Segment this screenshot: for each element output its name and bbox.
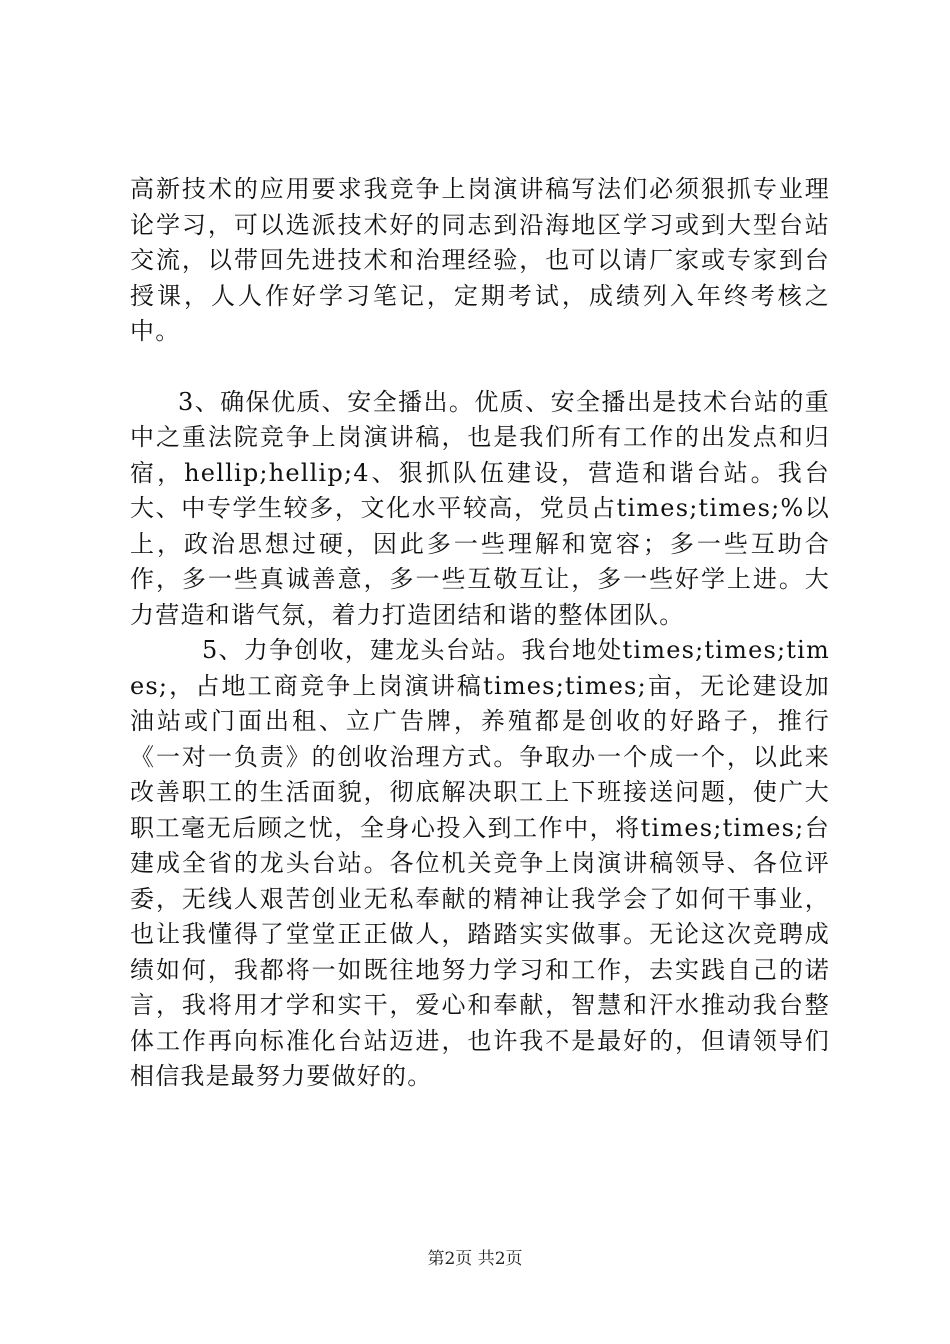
paragraph-3: 5、力争创收，建龙头台站。我台地处times;times;times;，占地工商竞争上岗演讲稿times;times;亩，无论建设加油站或门面出租、立广告牌，养殖都是创收的好路子，推行《一对一负责》的创收治理方式。争取办一个成一个，以此来改善职工的生活面貌，彻底解决职工上下班接送问题，使广大职工毫无后顾之忧，全身心投入到工作中，将times;times;台建成全省的龙头台站。各位机关竞争上岗演讲稿领导、各位评委，无线人艰苦创业无私奉献的精神让我学会了如何干事业，也让我懂得了堂堂正正做人，踏踏实实做事。无论这次竞聘成绩如何，我都将一如既往地努力学习和工作，去实践自己的诺言，我将用才学和实干，爱心和奉献，智慧和汗水推动我台整体工作再向标准化台站迈进，也许我不是最好的，但请领导们相信我是最努力要做好的。 [130,636,830,1090]
paragraph-1: 高新技术的应用要求我竞争上岗演讲稿写法们必须狠抓专业理论学习，可以选派技术好的同志到沿海地区学习或到大型台站交流，以带回先进技术和治理经验，也可以请厂家或专家到台授课，人人作好学习笔记，定期考试，成绩列入年终考核之中。 [130,175,830,345]
page-footer: 第2页 共2页 [427,1249,523,1269]
document-body [130,172,830,1095]
paragraph-2: 3、确保优质、安全播出。优质、安全播出是技术台站的重中之重法院竞争上岗演讲稿，也是我们所有工作的出发点和归宿，hellip;hellip;4、狠抓队伍建设，营造和谐台站。我台大、中专学生较多，文化水平较高，党员占times;times;%以上，政治思想过硬，因此多一些理解和宽容；多一些互助合作，多一些真诚善意，多一些互敬互让，多一些好学上进。大力营造和谐气氛，着力打造团结和谐的整体团队。 [130,387,830,629]
